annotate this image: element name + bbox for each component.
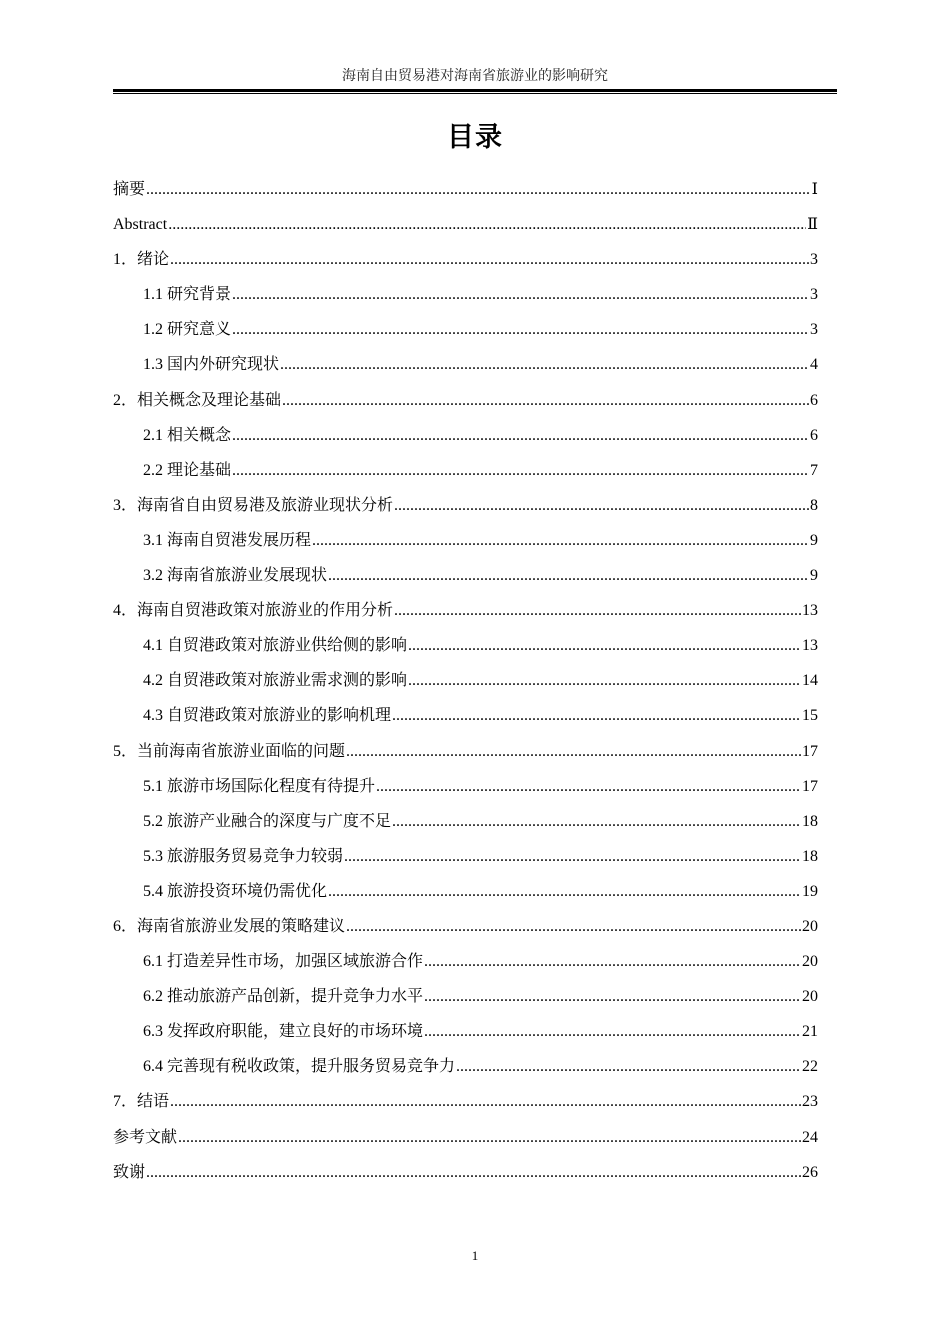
toc-entry-page: 26 xyxy=(802,1163,818,1181)
toc-entry-label: 6.4 完善现有税收政策，提升服务贸易竞争力 xyxy=(143,1058,456,1076)
toc-entry[interactable] xyxy=(113,1049,818,1084)
toc-entry-label: 6.3 发挥政府职能，建立良好的市场环境 xyxy=(143,1023,424,1041)
toc-entry-label: 4.1 自贸港政策对旅游业供给侧的影响 xyxy=(143,637,408,655)
toc-entry-label: Abstract xyxy=(113,216,168,234)
dot-leader xyxy=(424,979,801,1014)
toc-entry[interactable] xyxy=(113,979,818,1014)
header-rule-thin xyxy=(113,93,837,94)
toc-entry[interactable] xyxy=(113,909,818,944)
toc-entry-label: 6．海南省旅游业发展的策略建议 xyxy=(113,917,346,935)
dot-leader xyxy=(392,804,801,839)
toc-entry-label: 3.1 海南自贸港发展历程 xyxy=(143,531,312,549)
toc-entry-label: 3．海南省自由贸易港及旅游业现状分析 xyxy=(113,496,394,514)
toc-entry[interactable] xyxy=(113,734,818,769)
toc-entry-page: 21 xyxy=(802,1023,818,1041)
toc-entry-page: 3 xyxy=(810,321,818,339)
toc-entry[interactable] xyxy=(113,944,818,979)
toc-entry[interactable] xyxy=(113,242,818,277)
toc-entry-label: 5.3 旅游服务贸易竞争力较弱 xyxy=(143,847,344,865)
dot-leader xyxy=(376,769,801,804)
toc-entry[interactable] xyxy=(113,1014,818,1049)
toc-entry-page: 4 xyxy=(810,356,818,374)
toc-entry-label: 1．绪论 xyxy=(113,251,170,269)
toc-entry-label: 4.3 自贸港政策对旅游业的影响机理 xyxy=(143,707,392,725)
toc-entry-page: 9 xyxy=(810,531,818,549)
toc-entry-page: 20 xyxy=(802,988,818,1006)
toc-entry-page: 19 xyxy=(802,882,818,900)
toc-entry-page: 17 xyxy=(802,742,818,760)
dot-leader xyxy=(232,312,809,347)
toc-entry[interactable] xyxy=(113,628,818,663)
toc-entry[interactable] xyxy=(113,769,818,804)
toc-entry-page: 18 xyxy=(802,812,818,830)
toc-entry-page: 3 xyxy=(810,251,818,269)
toc-entry-page: 13 xyxy=(802,602,818,620)
toc-entry-page: 8 xyxy=(810,496,818,514)
toc-entry[interactable] xyxy=(113,593,818,628)
toc-entry[interactable] xyxy=(113,347,818,382)
toc-entry-label: 1.3 国内外研究现状 xyxy=(143,356,280,374)
toc-entry[interactable] xyxy=(113,1120,818,1155)
toc-entry[interactable] xyxy=(113,207,818,242)
dot-leader xyxy=(282,383,809,418)
toc-entry-label: 2.2 理论基础 xyxy=(143,461,232,479)
toc-entry-page: 20 xyxy=(802,953,818,971)
dot-leader xyxy=(232,277,809,312)
toc-entry-page: Ⅱ xyxy=(807,216,818,234)
toc-entry[interactable] xyxy=(113,1084,818,1119)
toc-entry[interactable] xyxy=(113,172,818,207)
dot-leader xyxy=(232,453,809,488)
toc-entry[interactable] xyxy=(113,1155,818,1190)
toc-entry-label: 5.4 旅游投资环境仍需优化 xyxy=(143,882,328,900)
dot-leader xyxy=(178,1120,801,1155)
toc-entry[interactable] xyxy=(113,312,818,347)
toc-entry[interactable] xyxy=(113,558,818,593)
toc-entry[interactable] xyxy=(113,698,818,733)
toc-entry[interactable] xyxy=(113,663,818,698)
toc-entry[interactable] xyxy=(113,277,818,312)
dot-leader xyxy=(394,593,801,628)
toc-entry-label: 5．当前海南省旅游业面临的问题 xyxy=(113,742,346,760)
toc-entry[interactable] xyxy=(113,418,818,453)
dot-leader xyxy=(346,909,801,944)
toc-entry[interactable] xyxy=(113,874,818,909)
dot-leader xyxy=(312,523,809,558)
toc-entry-label: 7．结语 xyxy=(113,1093,170,1111)
page-number: 1 xyxy=(471,1248,479,1263)
toc-entry-page: 6 xyxy=(810,426,818,444)
toc-entry-page: 9 xyxy=(810,567,818,585)
dot-leader xyxy=(456,1049,801,1084)
dot-leader xyxy=(146,1155,801,1190)
dot-leader xyxy=(394,488,809,523)
dot-leader xyxy=(170,242,809,277)
toc-entry-label: 参考文献 xyxy=(113,1128,178,1146)
toc-entry[interactable] xyxy=(113,383,818,418)
toc-entry-page: 23 xyxy=(802,1093,818,1111)
dot-leader xyxy=(232,418,809,453)
toc-entry-page: 18 xyxy=(802,847,818,865)
toc-entry-page: 20 xyxy=(802,917,818,935)
header-rule-thick xyxy=(113,89,837,92)
toc-entry-label: 4.2 自贸港政策对旅游业需求测的影响 xyxy=(143,672,408,690)
dot-leader xyxy=(328,558,809,593)
dot-leader xyxy=(424,1014,801,1049)
toc-entry[interactable] xyxy=(113,453,818,488)
toc-entry-label: 1.1 研究背景 xyxy=(143,286,232,304)
toc-entry-page: 15 xyxy=(802,707,818,725)
toc-entry[interactable] xyxy=(113,523,818,558)
dot-leader xyxy=(328,874,801,909)
toc-entry-label: 6.2 推动旅游产品创新，提升竞争力水平 xyxy=(143,988,424,1006)
dot-leader xyxy=(392,698,801,733)
toc-title: 目录 xyxy=(447,122,503,153)
table-of-contents xyxy=(113,172,818,1190)
dot-leader xyxy=(408,628,801,663)
toc-entry[interactable] xyxy=(113,804,818,839)
dot-leader xyxy=(168,207,806,242)
toc-entry-label: 6.1 打造差异性市场，加强区域旅游合作 xyxy=(143,953,424,971)
dot-leader xyxy=(408,663,801,698)
toc-entry-label: 5.1 旅游市场国际化程度有待提升 xyxy=(143,777,376,795)
dot-leader xyxy=(146,172,811,207)
toc-entry-page: Ⅰ xyxy=(811,181,818,198)
toc-entry-label: 3.2 海南省旅游业发展现状 xyxy=(143,567,328,585)
toc-entry-label: 2．相关概念及理论基础 xyxy=(113,391,282,409)
toc-entry[interactable] xyxy=(113,488,818,523)
dot-leader xyxy=(424,944,801,979)
dot-leader xyxy=(170,1084,801,1119)
toc-entry-label: 致谢 xyxy=(113,1163,146,1181)
toc-entry-page: 22 xyxy=(802,1058,818,1076)
toc-entry-page: 24 xyxy=(802,1128,818,1146)
toc-entry-page: 3 xyxy=(810,286,818,304)
toc-entry-label: 4．海南自贸港政策对旅游业的作用分析 xyxy=(113,602,394,620)
toc-entry-label: 2.1 相关概念 xyxy=(143,426,232,444)
toc-entry-page: 13 xyxy=(802,637,818,655)
dot-leader xyxy=(344,839,801,874)
toc-entry-page: 14 xyxy=(802,672,818,690)
toc-entry-page: 6 xyxy=(810,391,818,409)
dot-leader xyxy=(346,734,801,769)
toc-entry-page: 17 xyxy=(802,777,818,795)
toc-entry[interactable] xyxy=(113,839,818,874)
toc-entry-label: 摘要 xyxy=(113,181,146,198)
toc-entry-label: 1.2 研究意义 xyxy=(143,321,232,339)
dot-leader xyxy=(280,347,809,382)
toc-entry-page: 7 xyxy=(810,461,818,479)
toc-entry-label: 5.2 旅游产业融合的深度与广度不足 xyxy=(143,812,392,830)
running-header: 海南自由贸易港对海南省旅游业的影响研究 xyxy=(342,69,608,84)
